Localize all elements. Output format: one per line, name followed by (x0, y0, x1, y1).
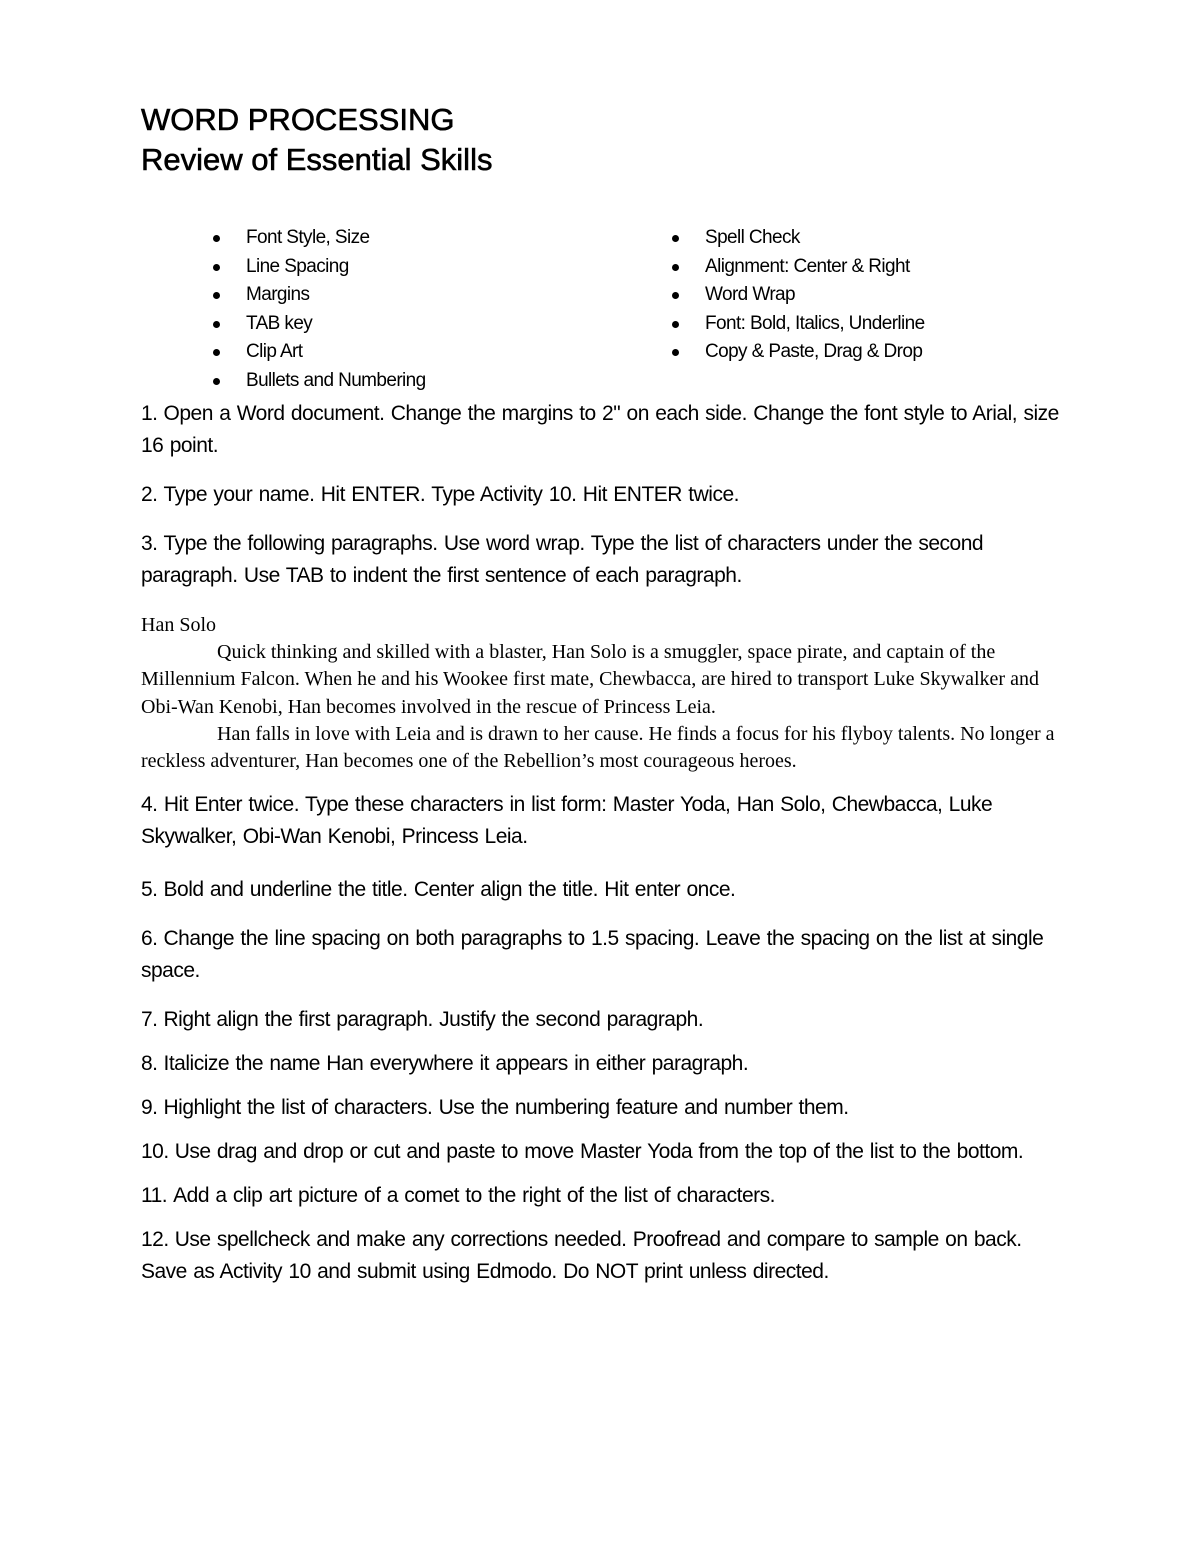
step-text: Add a clip art picture of a comet to the right of the list of characters. (173, 1184, 775, 1208)
step-4 (141, 789, 1061, 853)
step-3 (141, 528, 1061, 592)
step-text: Use spellcheck and make any corrections needed. Proofread and compare to sample on back. Save as Activity 10 and submit using Edmodo. Do NOT print unless directed. (141, 1228, 1022, 1284)
step-8 (141, 1048, 1061, 1080)
step-number: 5. (141, 878, 158, 902)
step-number: 2. (141, 483, 158, 506)
step-text: Open a Word document. Change the margins to 2" on each side. Change the font style to Arial, size 16 point. (141, 402, 1059, 457)
skill-item: Alignment: Center & Right (672, 253, 925, 282)
step-7 (141, 1004, 1061, 1036)
step-number: 4. (141, 793, 158, 817)
step-number: 6. (141, 927, 158, 951)
skill-item: Copy & Paste, Drag & Drop (672, 338, 925, 367)
step-number: 1. (141, 402, 158, 425)
skill-item: Font Style, Size (213, 224, 426, 253)
step-number: 12. (141, 1228, 169, 1252)
step-text: Bold and underline the title. Center align the title. Hit enter once. (163, 878, 736, 902)
story-heading: Han Solo (141, 614, 216, 636)
step-number: 8. (141, 1052, 158, 1076)
step-11 (141, 1180, 1061, 1212)
step-9 (141, 1092, 1061, 1124)
step-text: Italicize the name Han everywhere it appears in either paragraph. (163, 1052, 749, 1076)
document-subtitle: Review of Essential Skills (141, 142, 493, 177)
step-number: 9. (141, 1096, 158, 1120)
skill-item: Spell Check (672, 224, 925, 253)
step-number: 11. (141, 1184, 168, 1208)
step-text: Use drag and drop or cut and paste to move Master Yoda from the top of the list to the bottom. (174, 1140, 1024, 1164)
step-text: Type the following paragraphs. Use word wrap. Type the list of characters under the second paragraph. Use TAB to indent the first sentence of each paragraph. (141, 532, 984, 587)
step-2 (141, 479, 1061, 511)
step-number: 7. (141, 1008, 158, 1032)
skill-item: TAB key (213, 310, 426, 339)
skill-item: Clip Art (213, 338, 426, 367)
skill-item: Line Spacing (213, 253, 426, 282)
step-10 (141, 1136, 1061, 1168)
skills-column-right (672, 224, 925, 367)
skills-column-left (213, 224, 426, 396)
skill-item: Word Wrap (672, 281, 925, 310)
step-1 (141, 398, 1061, 462)
story-paragraph-2: Han falls in love with Leia and is drawn to her cause. He finds a focus for his flyboy talents. No longer a reckless adventurer, Han becomes one of the Rebellion’s most courageous heroes. (141, 722, 1055, 773)
step-6 (141, 923, 1061, 987)
step-number: 3. (141, 532, 158, 555)
skill-item: Bullets and Numbering (213, 367, 426, 396)
document-title: WORD PROCESSING (141, 102, 455, 137)
step-text: Type your name. Hit ENTER. Type Activity 10. Hit ENTER twice. (163, 483, 739, 506)
step-text: Highlight the list of characters. Use the numbering feature and number them. (163, 1096, 849, 1120)
step-5 (141, 874, 1061, 906)
step-number: 10. (141, 1140, 169, 1164)
skill-item: Font: Bold, Italics, Underline (672, 310, 925, 339)
skill-item: Margins (213, 281, 426, 310)
story-text (141, 612, 1061, 775)
document-page (141, 100, 1061, 1288)
skills-list (141, 224, 1061, 394)
step-text: Right align the first paragraph. Justify the second paragraph. (163, 1008, 704, 1032)
step-12 (141, 1224, 1061, 1288)
step-text: Change the line spacing on both paragraphs to 1.5 spacing. Leave the spacing on the list at single space. (141, 927, 1044, 983)
step-text: Hit Enter twice. Type these characters in list form: Master Yoda, Han Solo, Chewbacca, Luke Skywalker, Obi-Wan Kenobi, Princess Leia. (141, 793, 993, 849)
story-paragraph-1: Quick thinking and skilled with a blaster, Han Solo is a smuggler, space pirate, and captain of the Millennium Falcon. When he and his Wookee first mate, Chewbacca, are hired to transport Luke Skywalker and Obi-Wan Kenobi, Han becomes involved in the rescue of Princess Leia. (141, 641, 1039, 718)
